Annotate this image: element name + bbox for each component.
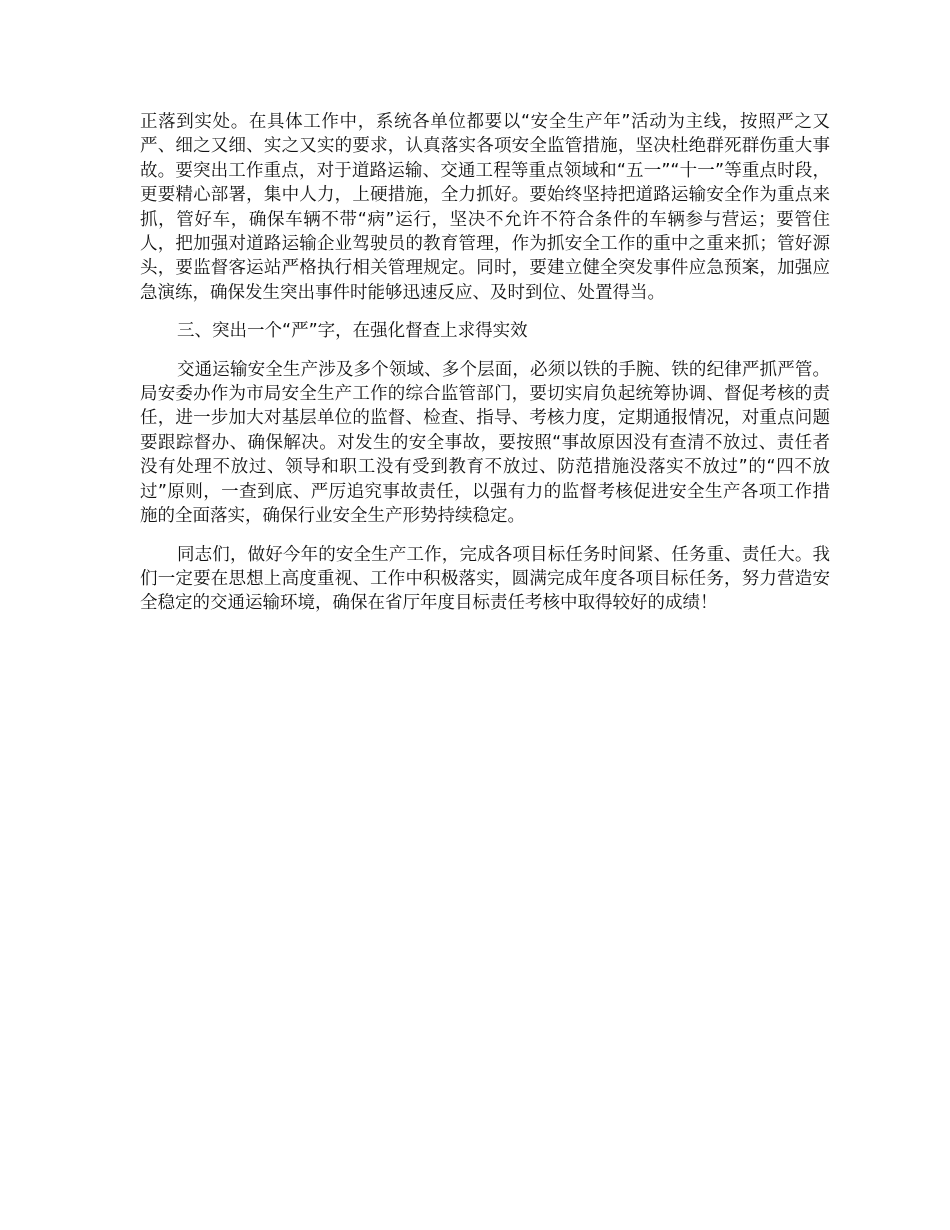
section-heading: 三、突出一个“严”字，在强化督查上求得实效	[177, 321, 528, 342]
paragraph-continued: 正落到实处。在具体工作中，系统各单位都要以“安全生产年”活动为主线，按照严之又严、细之又细、实之又实的要求，认真落实各项安全监管措施，坚决杜绝群死群伤重大事故。要突出工作重点，对于道路运输、交通工程等重点领域和“五一”“十一”等重点时段，更要精心部署，集中人力，上硬措施，全力抓好。要始终坚持把道路运输安全作为重点来抓，管好车，确保车辆不带“病”运行，坚决不允许不符合条件的车辆参与营运；要管住人，把加强对道路运输企业驾驶员的教育管理，作为抓安全工作的重中之重来抓；管好源头，要监督客运站严格执行相关管理规定。同时，要建立健全突发事件应急预案，加强应急演练，确保发生突出事件时能够迅速反应、及时到位、处置得当。	[140, 112, 830, 303]
paragraph-supervision: 交通运输安全生产涉及多个领域、多个层面，必须以铁的手腕、铁的纪律严抓严管。局安委办作为市局安全生产工作的综合监管部门，要切实肩负起统筹协调、督促考核的责任，进一步加大对基层单位的监督、检查、指导、考核力度，定期通报情况，对重点问题要跟踪督办、确保解决。对发生的安全事故，要按照“事故原因没有查清不放过、责任者没有处理不放过、领导和职工没有受到教育不放过、防范措施没落实不放过”的“四不放过”原则，一查到底、严厉追究事故责任，以强有力的监督考核促进安全生产各项工作措施的全面落实，确保行业安全生产形势持续稳定。	[140, 359, 830, 527]
paragraph-closing: 同志们，做好今年的安全生产工作，完成各项目标任务时间紧、任务重、责任大。我们一定要在思想上高度重视、工作中积极落实，圆满完成年度各项目标任务，努力营造安全稳定的交通运输环境，确保在省厅年度目标责任考核中取得较好的成绩！	[140, 544, 830, 614]
document-body	[140, 110, 830, 616]
